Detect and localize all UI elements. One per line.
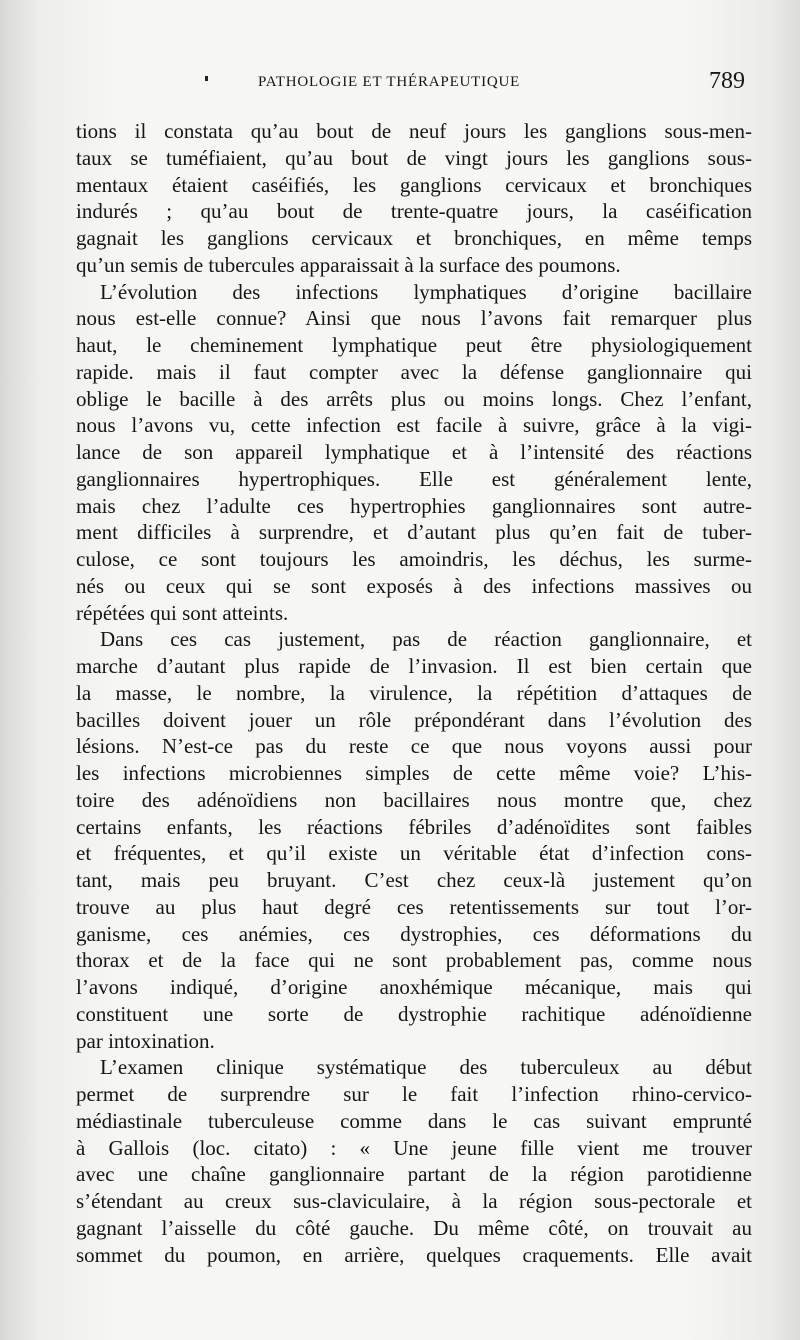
- text-line: nous est-elle connue? Ainsi que nous l’avons fait remarquer plus: [76, 306, 752, 331]
- text-line: thorax et de la face qui ne sont probablement pas, comme nous: [76, 948, 752, 973]
- text-line: gagnait les ganglions cervicaux et bronchiques, en même temps: [76, 226, 752, 250]
- text-line: culose, ce sont toujours les amoindris, les déchus, les surme-: [76, 547, 752, 571]
- text-line: par intoxination.: [76, 1028, 215, 1053]
- text-line: médiastinale tuberculeuse comme dans le cas suivant emprunté: [76, 1108, 752, 1133]
- text-line: sommet du poumon, en arrière, quelques craquements. Elle avait: [76, 1242, 752, 1267]
- text-line: rapide. mais il faut compter avec la défense ganglionnaire qui: [76, 359, 752, 384]
- text-line: bacilles doivent jouer un rôle prépondérant dans l’évolution des: [76, 707, 752, 732]
- text-line: à Gallois (loc. citato) : « Une jeune fille vient me trouver: [76, 1135, 752, 1160]
- text-line: toire des adénoïdiens non bacillaires nous montre que, chez: [76, 787, 752, 812]
- text-line: tions il constata qu’au bout de neuf jours les ganglions sous-men-: [76, 119, 752, 143]
- text-line: certains enfants, les réactions fébriles d’adénoïdites sont faibles: [76, 814, 752, 839]
- page-header: [0, 68, 800, 104]
- text-line: lance de son appareil lymphatique et à l’intensité des réactions: [76, 440, 752, 464]
- text-line: lésions. N’est-ce pas du reste ce que nous voyons aussi pour: [76, 734, 752, 759]
- text-line: la masse, le nombre, la virulence, la répétition d’attaques de: [76, 680, 752, 705]
- text-line: les infections microbiennes simples de cette même voie? L’his-: [76, 761, 752, 785]
- text-line: qu’un semis de tubercules apparaissait à la surface des poumons.: [76, 252, 621, 277]
- text-line: et fréquentes, et qu’il existe un véritable état d’infection cons-: [76, 841, 752, 866]
- page-number: 789: [709, 68, 745, 94]
- text-line: s’étendant au creux sus-claviculaire, à la région sous-pectorale et: [76, 1189, 752, 1213]
- text-line: nés ou ceux qui se sont exposés à des infections massives ou: [76, 573, 752, 598]
- text-line: ment difficiles à surprendre, et d’autant plus qu’en fait de tuber-: [76, 520, 752, 545]
- text-line: ganglionnaires hypertrophiques. Elle est généralement lente,: [76, 466, 752, 491]
- ornament-dot: [205, 76, 208, 81]
- text-line: oblige le bacille à des arrêts plus ou moins longs. Chez l’enfant,: [76, 386, 752, 411]
- text-line: l’avons indiqué, d’origine anoxhémique mécanique, mais qui: [76, 975, 752, 999]
- text-line: ganisme, ces anémies, ces dystrophies, ces déformations du: [76, 921, 752, 946]
- text-line: indurés ; qu’au bout de trente-quatre jours, la caséification: [76, 199, 752, 224]
- text-line: gagnant l’aisselle du côté gauche. Du même côté, on trouvait au: [76, 1215, 752, 1240]
- text-line: mentaux étaient caséifiés, les ganglions cervicaux et bronchiques: [76, 172, 752, 197]
- text-line: trouve au plus haut degré ces retentissements sur tout l’or-: [76, 894, 752, 919]
- text-line: permet de surprendre sur le fait l’infection rhino-cervico-: [76, 1082, 752, 1106]
- text-line: taux se tuméfiaient, qu’au bout de vingt jours les ganglions sous-: [76, 145, 752, 170]
- text-line: mais chez l’adulte ces hypertrophies ganglionnaires sont autre-: [76, 493, 752, 518]
- text-line: constituent une sorte de dystrophie rachitique adénoïdienne: [76, 1001, 752, 1026]
- text-line: L’examen clinique systématique des tuberculeux au début: [100, 1055, 752, 1080]
- text-line: tant, mais peu bruyant. C’est chez ceux-là justement qu’on: [76, 868, 752, 892]
- text-line: haut, le cheminement lymphatique peut être physiologiquement: [76, 333, 752, 357]
- text-line: nous l’avons vu, cette infection est facile à suivre, grâce à la vigi-: [76, 413, 752, 438]
- text-line: L’évolution des infections lymphatiques d’origine bacillaire: [100, 279, 752, 304]
- running-title: PATHOLOGIE ET THÉRAPEUTIQUE: [258, 74, 521, 90]
- text-line: avec une chaîne ganglionnaire partant de la région parotidienne: [76, 1162, 752, 1187]
- text-line: marche d’autant plus rapide de l’invasion. Il est bien certain que: [76, 654, 752, 678]
- text-line: Dans ces cas justement, pas de réaction ganglionnaire, et: [100, 627, 752, 652]
- body-text: [76, 118, 752, 1268]
- text-line: répétées qui sont atteints.: [76, 600, 289, 625]
